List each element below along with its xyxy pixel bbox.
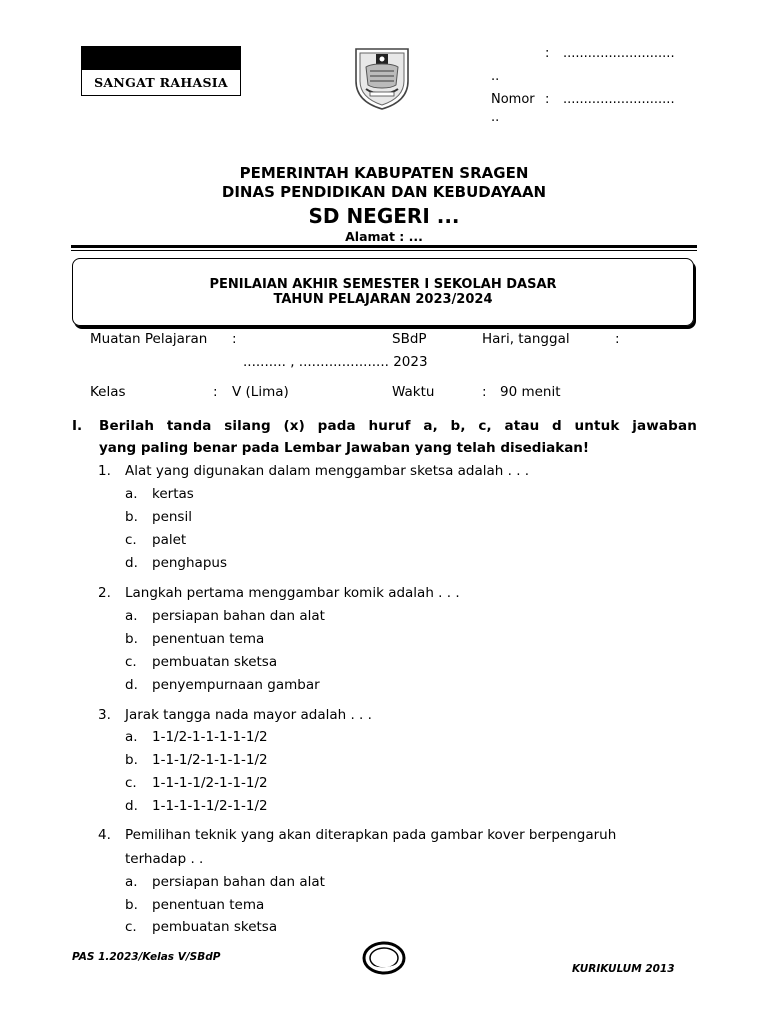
time-colon: :	[482, 384, 487, 400]
option-letter: c.	[125, 775, 137, 791]
option-text: 1-1-1-1/2-1-1-1/2	[152, 775, 268, 791]
regency-crest-icon	[352, 45, 412, 111]
question-text: Langkah pertama menggambar komik adalah . . .	[125, 585, 460, 601]
question-number: 2.	[98, 585, 111, 601]
time-value: 90 menit	[500, 384, 561, 400]
option-text: kertas	[152, 486, 194, 502]
blank-field-continuation: ..	[491, 69, 500, 84]
date-value: .......... , ..................... 2023	[243, 354, 428, 370]
option-text: 1-1-1-1-1/2-1-1/2	[152, 798, 268, 814]
class-label: Kelas	[90, 384, 126, 400]
subject-label: Muatan Pelajaran	[90, 331, 208, 347]
question-number: 4.	[98, 827, 111, 843]
option-letter: c.	[125, 919, 137, 935]
question-text: Jarak tangga nada mayor adalah . . .	[125, 707, 372, 723]
option-letter: d.	[125, 677, 138, 693]
school-name: SD NEGERI ...	[308, 204, 460, 228]
nomor-colon: :	[545, 92, 550, 107]
footer-code: PAS 1.2023/Kelas V/SBdP	[72, 951, 221, 963]
nomor-value: ...........................	[563, 92, 675, 107]
date-label: Hari, tanggal	[482, 331, 570, 347]
option-letter: b.	[125, 897, 138, 913]
date-colon: :	[615, 331, 620, 347]
curriculum-label: KURIKULUM 2013	[572, 963, 675, 975]
question-number: 3.	[98, 707, 111, 723]
option-letter: d.	[125, 555, 138, 571]
exam-title-line1: PENILAIAN AKHIR SEMESTER I SEKOLAH DASAR	[209, 277, 557, 292]
option-letter: a.	[125, 486, 138, 502]
header-rule-thin	[71, 250, 697, 251]
option-text: penentuan tema	[152, 631, 265, 647]
stamp-label: SANGAT RAHASIA	[81, 70, 241, 96]
class-value: V (Lima)	[232, 384, 289, 400]
question-text: Alat yang digunakan dalam menggambar sketsa adalah . . .	[125, 463, 530, 479]
option-letter: c.	[125, 654, 137, 670]
question-text: Pemilihan teknik yang akan diterapkan pada gambar kover berpengaruh	[125, 827, 617, 843]
nomor-continuation: ..	[491, 110, 500, 125]
option-text: penentuan tema	[152, 897, 265, 913]
subject-colon: :	[232, 331, 237, 347]
option-letter: a.	[125, 729, 138, 745]
option-letter: b.	[125, 752, 138, 768]
question-number: 1.	[98, 463, 111, 479]
option-text: persiapan bahan dan alat	[152, 874, 325, 890]
option-letter: b.	[125, 509, 138, 525]
instruction-line2: yang paling benar pada Lembar Jawaban yang telah disediakan!	[99, 440, 590, 456]
option-text: penyempurnaan gambar	[152, 677, 320, 693]
subject-value: SBdP	[392, 331, 427, 347]
option-text: 1-1-1/2-1-1-1-1/2	[152, 752, 268, 768]
option-text: 1-1/2-1-1-1-1-1/2	[152, 729, 268, 745]
question-text-continuation: terhadap . .	[125, 851, 204, 867]
time-label: Waktu	[392, 384, 435, 400]
stamp-black-bar	[81, 46, 241, 70]
option-letter: c.	[125, 532, 137, 548]
class-colon: :	[213, 384, 218, 400]
option-text: penghapus	[152, 555, 227, 571]
section-number: I.	[72, 418, 83, 434]
option-letter: a.	[125, 874, 138, 890]
option-letter: d.	[125, 798, 138, 814]
government-title: PEMERINTAH KABUPATEN SRAGEN	[239, 164, 529, 182]
blank-field-value: ...........................	[563, 46, 675, 61]
ring-logo-icon	[361, 940, 407, 976]
school-address: Alamat : ...	[345, 229, 423, 244]
option-text: pembuatan sketsa	[152, 654, 278, 670]
nomor-label: Nomor	[491, 92, 535, 107]
option-letter: b.	[125, 631, 138, 647]
option-text: persiapan bahan dan alat	[152, 608, 325, 624]
blank-colon: :	[545, 46, 550, 61]
instruction-line1: Berilah tanda silang (x) pada huruf a, b, c, atau d untuk jawaban	[99, 418, 697, 434]
option-text: palet	[152, 532, 187, 548]
confidential-stamp	[81, 46, 241, 98]
department-title: DINAS PENDIDIKAN DAN KEBUDAYAAN	[221, 183, 547, 201]
exam-title-line2: TAHUN PELAJARAN 2023/2024	[273, 292, 493, 307]
option-text: pembuatan sketsa	[152, 919, 278, 935]
header-rule-thick	[71, 245, 697, 248]
option-text: pensil	[152, 509, 192, 525]
option-letter: a.	[125, 608, 138, 624]
